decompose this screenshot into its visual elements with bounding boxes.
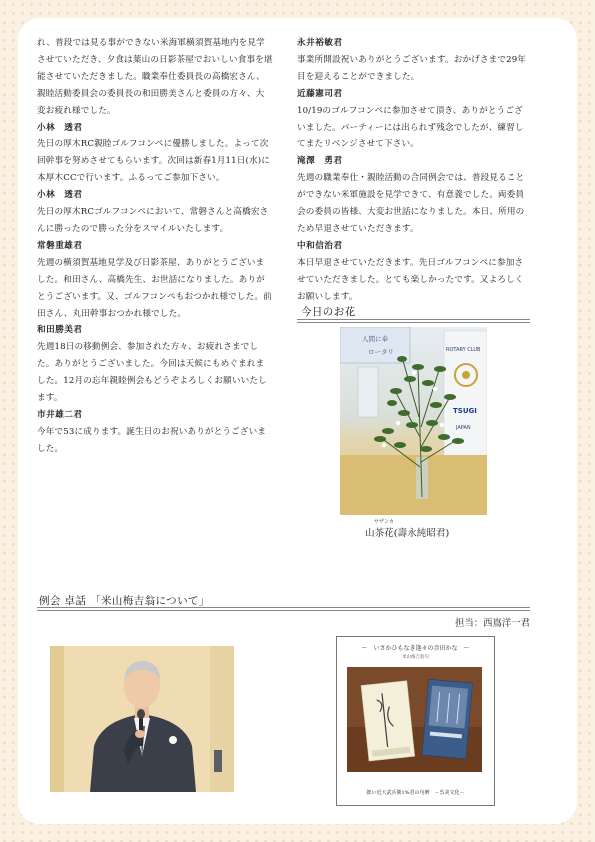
paragraph: 本日早退させていただきます。先日ゴルフコンペに参加させていただきました。とても楽しかったです。又よろしくお願いします。 xyxy=(297,257,524,302)
book-header-sub: 米山梅吉翁句 xyxy=(402,655,429,660)
paragraph: 10/19のゴルフコンペに参加させて頂き、ありがとうございました。パーティーには出られず残念でしたが、練習してまたリベンジさせて下さい。 xyxy=(297,105,524,150)
paragraph: 先週の職業奉仕・親睦活動の合同例会では、普段見ることができない米軍施設を見学できて、有意義でした。両委員会の委員の皆様、大変お世話になりました。本日、所用のため早退させていただきます。 xyxy=(297,173,525,234)
paragraph: 先週の横須賀基地見学及び日影茶屋、ありがとうございました。和田さん、高橋先生、お世話になりました。ありがとうございます。又、ゴルフコンペもおつかれ様でした。前田さん、丸田幹事おつかれ様でした。 xyxy=(37,257,272,319)
paragraph: 先日の厚木RC親睦ゴルフコンペに優勝しました。よって次回幹事を努めさせてもらいます。次回は新春1月11日(水)に本厚木CCで行います。ふるってご参加下さい。 xyxy=(37,139,271,184)
book-header: 〜 いさかひもなき逢々の音田かな 〜 xyxy=(361,645,470,652)
section-divider xyxy=(37,607,530,611)
banner-text: TSUGI xyxy=(453,407,477,415)
left-column xyxy=(37,35,273,458)
banner-text: JAPAN xyxy=(456,425,471,431)
book-footer: 拙い近大武兵衛1%君の句碑 －呉美文化－ xyxy=(366,790,465,796)
section-divider xyxy=(297,319,530,323)
member-name: 永井裕敏君 xyxy=(297,38,343,48)
right-column xyxy=(297,35,530,306)
member-name: 中和信治君 xyxy=(297,240,343,251)
member-name: 常磐重雄君 xyxy=(37,240,83,251)
paragraph: 先週18日の移動例会、参加された方々、お疲れさまでした。ありがとうございました。今回は天候にもめぐまれました。12月の忘年親睦例会もどうぞよろしくお願いいたします。 xyxy=(37,342,267,404)
book-image-frame xyxy=(336,636,495,806)
member-name: 滝澤 勇君 xyxy=(297,156,343,167)
speaker-image xyxy=(50,646,234,792)
banner-text: ROTARY CLUB xyxy=(446,347,481,353)
flower-caption: 山茶花(壽永純昭君) xyxy=(365,528,450,539)
banner-text: ロータリ xyxy=(368,348,394,356)
paragraph: 事業所開設祝いありがとうございます。おかげさまで29年目を迎えることができました。 xyxy=(297,54,527,82)
flower-arrangement-image xyxy=(340,327,487,515)
paragraph: 今年で53に成ります。誕生日のお祝いありがとうございました。 xyxy=(37,426,267,454)
member-name: 市井雄二君 xyxy=(37,409,83,420)
member-name: 小林 透君 xyxy=(37,190,83,201)
talk-section-title: 例会 卓話 「米山梅吉翁について」 xyxy=(39,595,210,607)
member-name: 近藤憲司君 xyxy=(297,88,343,99)
member-name: 小林 透君 xyxy=(37,122,83,133)
books-photo xyxy=(347,667,482,772)
caption-ruby: サザンカ xyxy=(374,519,394,525)
paragraph: れ、普段では見る事ができない米海軍横須賀基地内を見学させていただき、夕食は葉山の日影茶屋でおいしい食事を堪能させていただきました。職業奉仕委員長の高橋宏さん、親睦活動委員会の委員長の和田勝美さんと委員の方々、大変お疲れ様でした。 xyxy=(37,38,273,116)
flower-section-title: 今日のお花 xyxy=(301,306,356,318)
flower-photo xyxy=(340,327,487,515)
paragraph: 先日の厚木RCゴルフコンペにおいて、常磐さんと高橋宏さんに勝ったので勝った分をスマイルいたします。 xyxy=(37,207,269,234)
banner-text: 人間に奉 xyxy=(362,335,388,343)
member-name: 和田勝美君 xyxy=(37,325,83,336)
speaker-photo xyxy=(50,646,234,792)
talk-credit: 担当：西嶌洋一君 xyxy=(455,618,531,629)
